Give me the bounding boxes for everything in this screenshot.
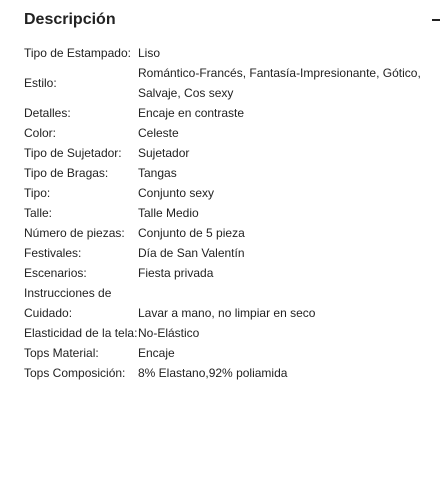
spec-label: Talle: <box>24 206 53 220</box>
spec-list <box>24 43 434 383</box>
spec-row <box>24 43 434 63</box>
spec-label: Detalles: <box>24 106 71 120</box>
spec-value: Encaje <box>138 346 175 360</box>
spec-label: Número de piezas: <box>24 226 125 240</box>
spec-label: Instrucciones de Cuidado: <box>24 286 112 320</box>
section-title: Descripción <box>24 11 116 28</box>
spec-row <box>24 363 434 383</box>
spec-label: Estilo: <box>24 76 57 90</box>
spec-label: Elasticidad de la tela: <box>24 326 138 340</box>
spec-value: Celeste <box>138 126 179 140</box>
spec-value: No-Elástico <box>138 326 200 340</box>
spec-value: Día de San Valentín <box>138 246 245 260</box>
spec-value: Tangas <box>138 166 177 180</box>
spec-value: Romántico-Francés, Fantasía-Impresionante, Gótico, Salvaje, Cos sexy <box>138 66 421 100</box>
spec-row <box>24 263 434 283</box>
spec-value: Sujetador <box>138 146 190 160</box>
spec-row <box>24 343 434 363</box>
spec-label: Tops Material: <box>24 346 99 360</box>
spec-label: Tipo de Sujetador: <box>24 146 122 160</box>
spec-label: Tops Composición: <box>24 366 126 380</box>
spec-row <box>24 243 434 263</box>
spec-value: Conjunto de 5 pieza <box>138 226 245 240</box>
spec-label: Tipo de Bragas: <box>24 166 109 180</box>
spec-label: Festivales: <box>24 246 82 260</box>
spec-row <box>24 323 434 343</box>
minus-icon[interactable] <box>432 19 440 21</box>
spec-row <box>24 163 434 183</box>
spec-row <box>24 283 434 323</box>
spec-row <box>24 183 434 203</box>
spec-value: Liso <box>138 46 161 60</box>
spec-value: Fiesta privada <box>138 266 214 280</box>
spec-label: Escenarios: <box>24 266 87 280</box>
spec-row <box>24 103 434 123</box>
description-header[interactable] <box>0 0 440 40</box>
spec-row <box>24 203 434 223</box>
spec-value: Encaje en contraste <box>138 106 245 120</box>
spec-value: Lavar a mano, no limpiar en seco <box>138 306 316 320</box>
spec-row <box>24 123 434 143</box>
spec-label: Color: <box>24 126 57 140</box>
spec-label: Tipo: <box>24 186 51 200</box>
spec-value: Conjunto sexy <box>138 186 215 200</box>
spec-row <box>24 63 434 103</box>
spec-row <box>24 223 434 243</box>
spec-value: Talle Medio <box>138 206 199 220</box>
spec-value: 8% Elastano,92% poliamida <box>138 366 288 380</box>
spec-row <box>24 143 434 163</box>
spec-label: Tipo de Estampado: <box>24 46 131 60</box>
